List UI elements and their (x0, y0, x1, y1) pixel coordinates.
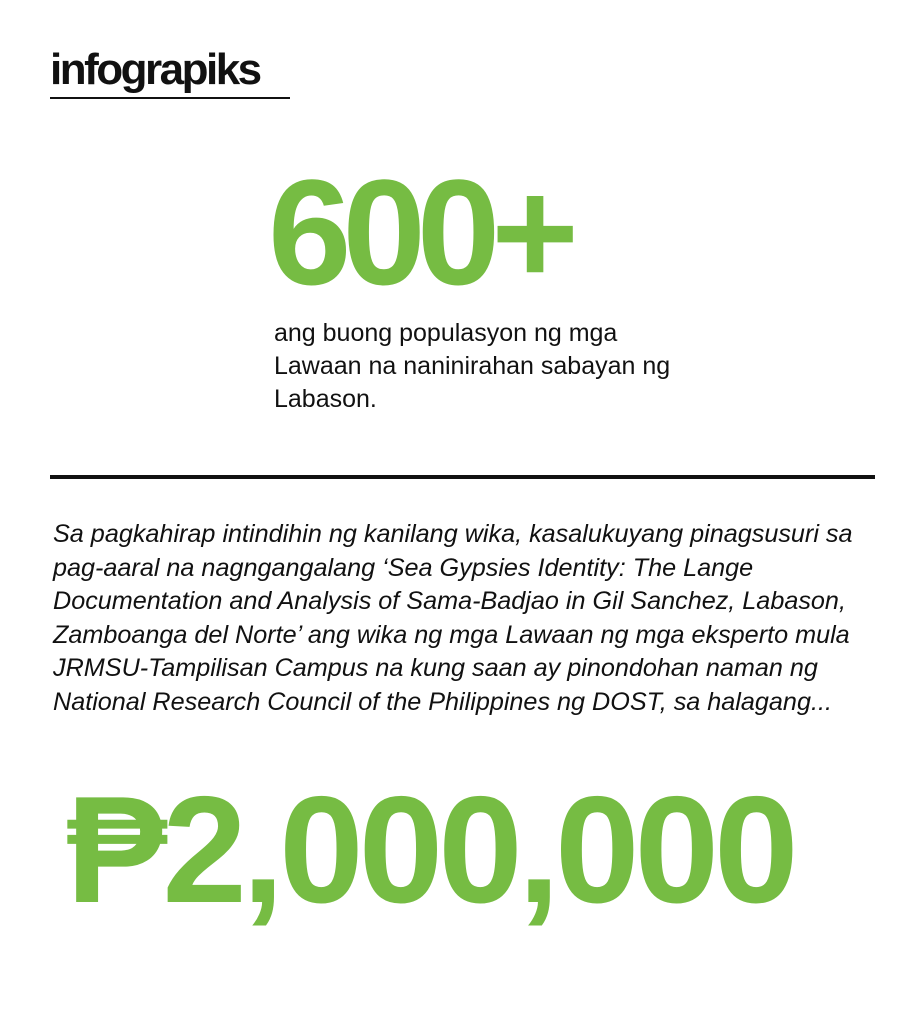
population-stat (268, 148, 734, 416)
funding-amount: ₱2,000,000 (66, 765, 794, 935)
brand-underline (50, 97, 290, 99)
section-divider (50, 475, 875, 479)
population-caption: ang buong populasyon ng mga Lawaan na naninirahan sabayan ng Labason. (274, 319, 671, 413)
population-number: 600+ (268, 148, 570, 316)
brand-logo (50, 45, 290, 94)
body-paragraph: Sa pagkahirap intindihin ng kanilang wika, kasalukuyang pinagsusuri sa pag-aaral na nagngangalang ‘Sea Gypsies Identity: The Lange Documentation and Analysis of Sama-Badjao in Gil Sanchez, Labason, Zamboanga del Norte’ ang wika ng mga Lawaan ng mga eksperto mula JRMSU-Tampilisan Campus na kung saan ay pinondohan naman ng National Research Council of the Philippines ng DOST, sa halagang... (53, 520, 853, 716)
brand-title: infograpiks (50, 45, 260, 94)
